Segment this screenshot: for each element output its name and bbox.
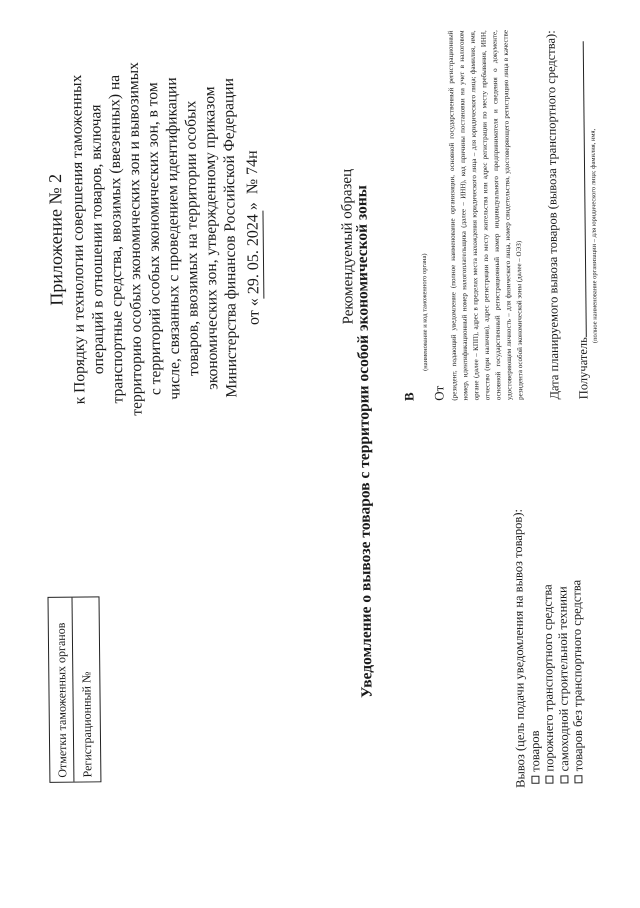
to-field xyxy=(398,171,430,401)
customs-marks-box xyxy=(47,596,101,783)
recipient-field xyxy=(572,29,601,399)
option-label: порожнего транспортного средства xyxy=(540,584,557,772)
to-label: В xyxy=(401,392,417,402)
export-purpose-block xyxy=(510,457,586,788)
order-number: 74н xyxy=(243,150,262,176)
recipient-underline xyxy=(572,41,587,337)
document-landscape xyxy=(36,29,605,875)
appendix-title: Приложение № 2 xyxy=(45,173,67,306)
option-goods-without-vehicle[interactable] xyxy=(568,457,586,787)
customs-marks-header: Отметки таможенных органов xyxy=(49,598,75,782)
appendix-line: операций в отношении товаров, включая xyxy=(87,104,108,375)
number-label: № xyxy=(244,178,262,195)
appendix-line: транспортные средства, ввозимых (ввезенных) на xyxy=(106,74,127,404)
checkbox-icon[interactable] xyxy=(560,775,568,783)
appendix-line: к Порядку и технологии совершения таможенных xyxy=(68,74,89,405)
checkbox-icon[interactable] xyxy=(574,775,582,783)
order-date-line xyxy=(242,43,266,433)
appendix-line: территорию особых экономических зон и вывозимых xyxy=(124,62,146,416)
recipient-label: Получатель xyxy=(575,337,591,400)
appendix-header xyxy=(42,43,266,435)
option-label: товаров без транспортного средства xyxy=(569,579,586,772)
checkbox-icon[interactable] xyxy=(545,776,553,784)
date-prefix: от « xyxy=(245,298,263,326)
appendix-line: Министерства финансов Российской Федерации xyxy=(220,78,241,398)
registration-number-label: Регистрационный № xyxy=(79,671,95,778)
order-date: 29. 05. 2024 xyxy=(243,210,264,298)
from-hint: (резидент, подающий уведомление (полное наименование организации, основной государственный регистрационный номер, идентификационный номер налогоплательщика (далее – ИНН), код причины постановки на учет в налоговом органе (далее – КПП), адрес в пределах места нахождения юридического лица – для юридического лица; фамилия, имя, отчество (при наличии), адрес регистрации по месту жительства или адрес регистрации по месту пребывания, ИНН, основной государственный регистрационный номер индивидуального предпринимателя и сведения о документе, удостоверяющем личность – для физического лица, номер свидетельства, удостоверяющего регистрацию лица в качестве резидента особой экономической зоны (далее – ОЭЗ) xyxy=(446,29,525,401)
to-hint: (наименование и код таможенного органа) xyxy=(420,253,430,371)
option-label: товаров xyxy=(527,730,542,772)
appendix-line: числе, связанных с проведением идентификации xyxy=(163,77,184,400)
recipient-hint: (полное наименование организации – для юридического лица; фамилия, имя, xyxy=(589,128,599,344)
appendix-line: товаров, ввозимых на территории особых xyxy=(182,100,203,377)
export-purpose-heading: Вывоз (цель подачи уведомления на вывоз товаров): xyxy=(510,508,528,788)
appendix-line: с территорий особых экономических зон, в том xyxy=(144,82,165,396)
date-suffix: » xyxy=(244,202,262,211)
from-field xyxy=(428,30,527,401)
checkbox-icon[interactable] xyxy=(531,776,539,784)
from-label: От xyxy=(431,385,447,401)
document-title: Уведомление о вывозе товаров с территории особой экономической зоны xyxy=(353,185,376,699)
sample-label: Рекомендуемый образец xyxy=(339,168,357,325)
appendix-line: экономических зон, утвержденному приказом xyxy=(201,86,222,390)
planned-export-date-label: Дата планируемого вывоза товаров (вывоза транспортного средства): xyxy=(543,30,562,400)
option-label: самоходной строительной техники xyxy=(554,586,571,772)
